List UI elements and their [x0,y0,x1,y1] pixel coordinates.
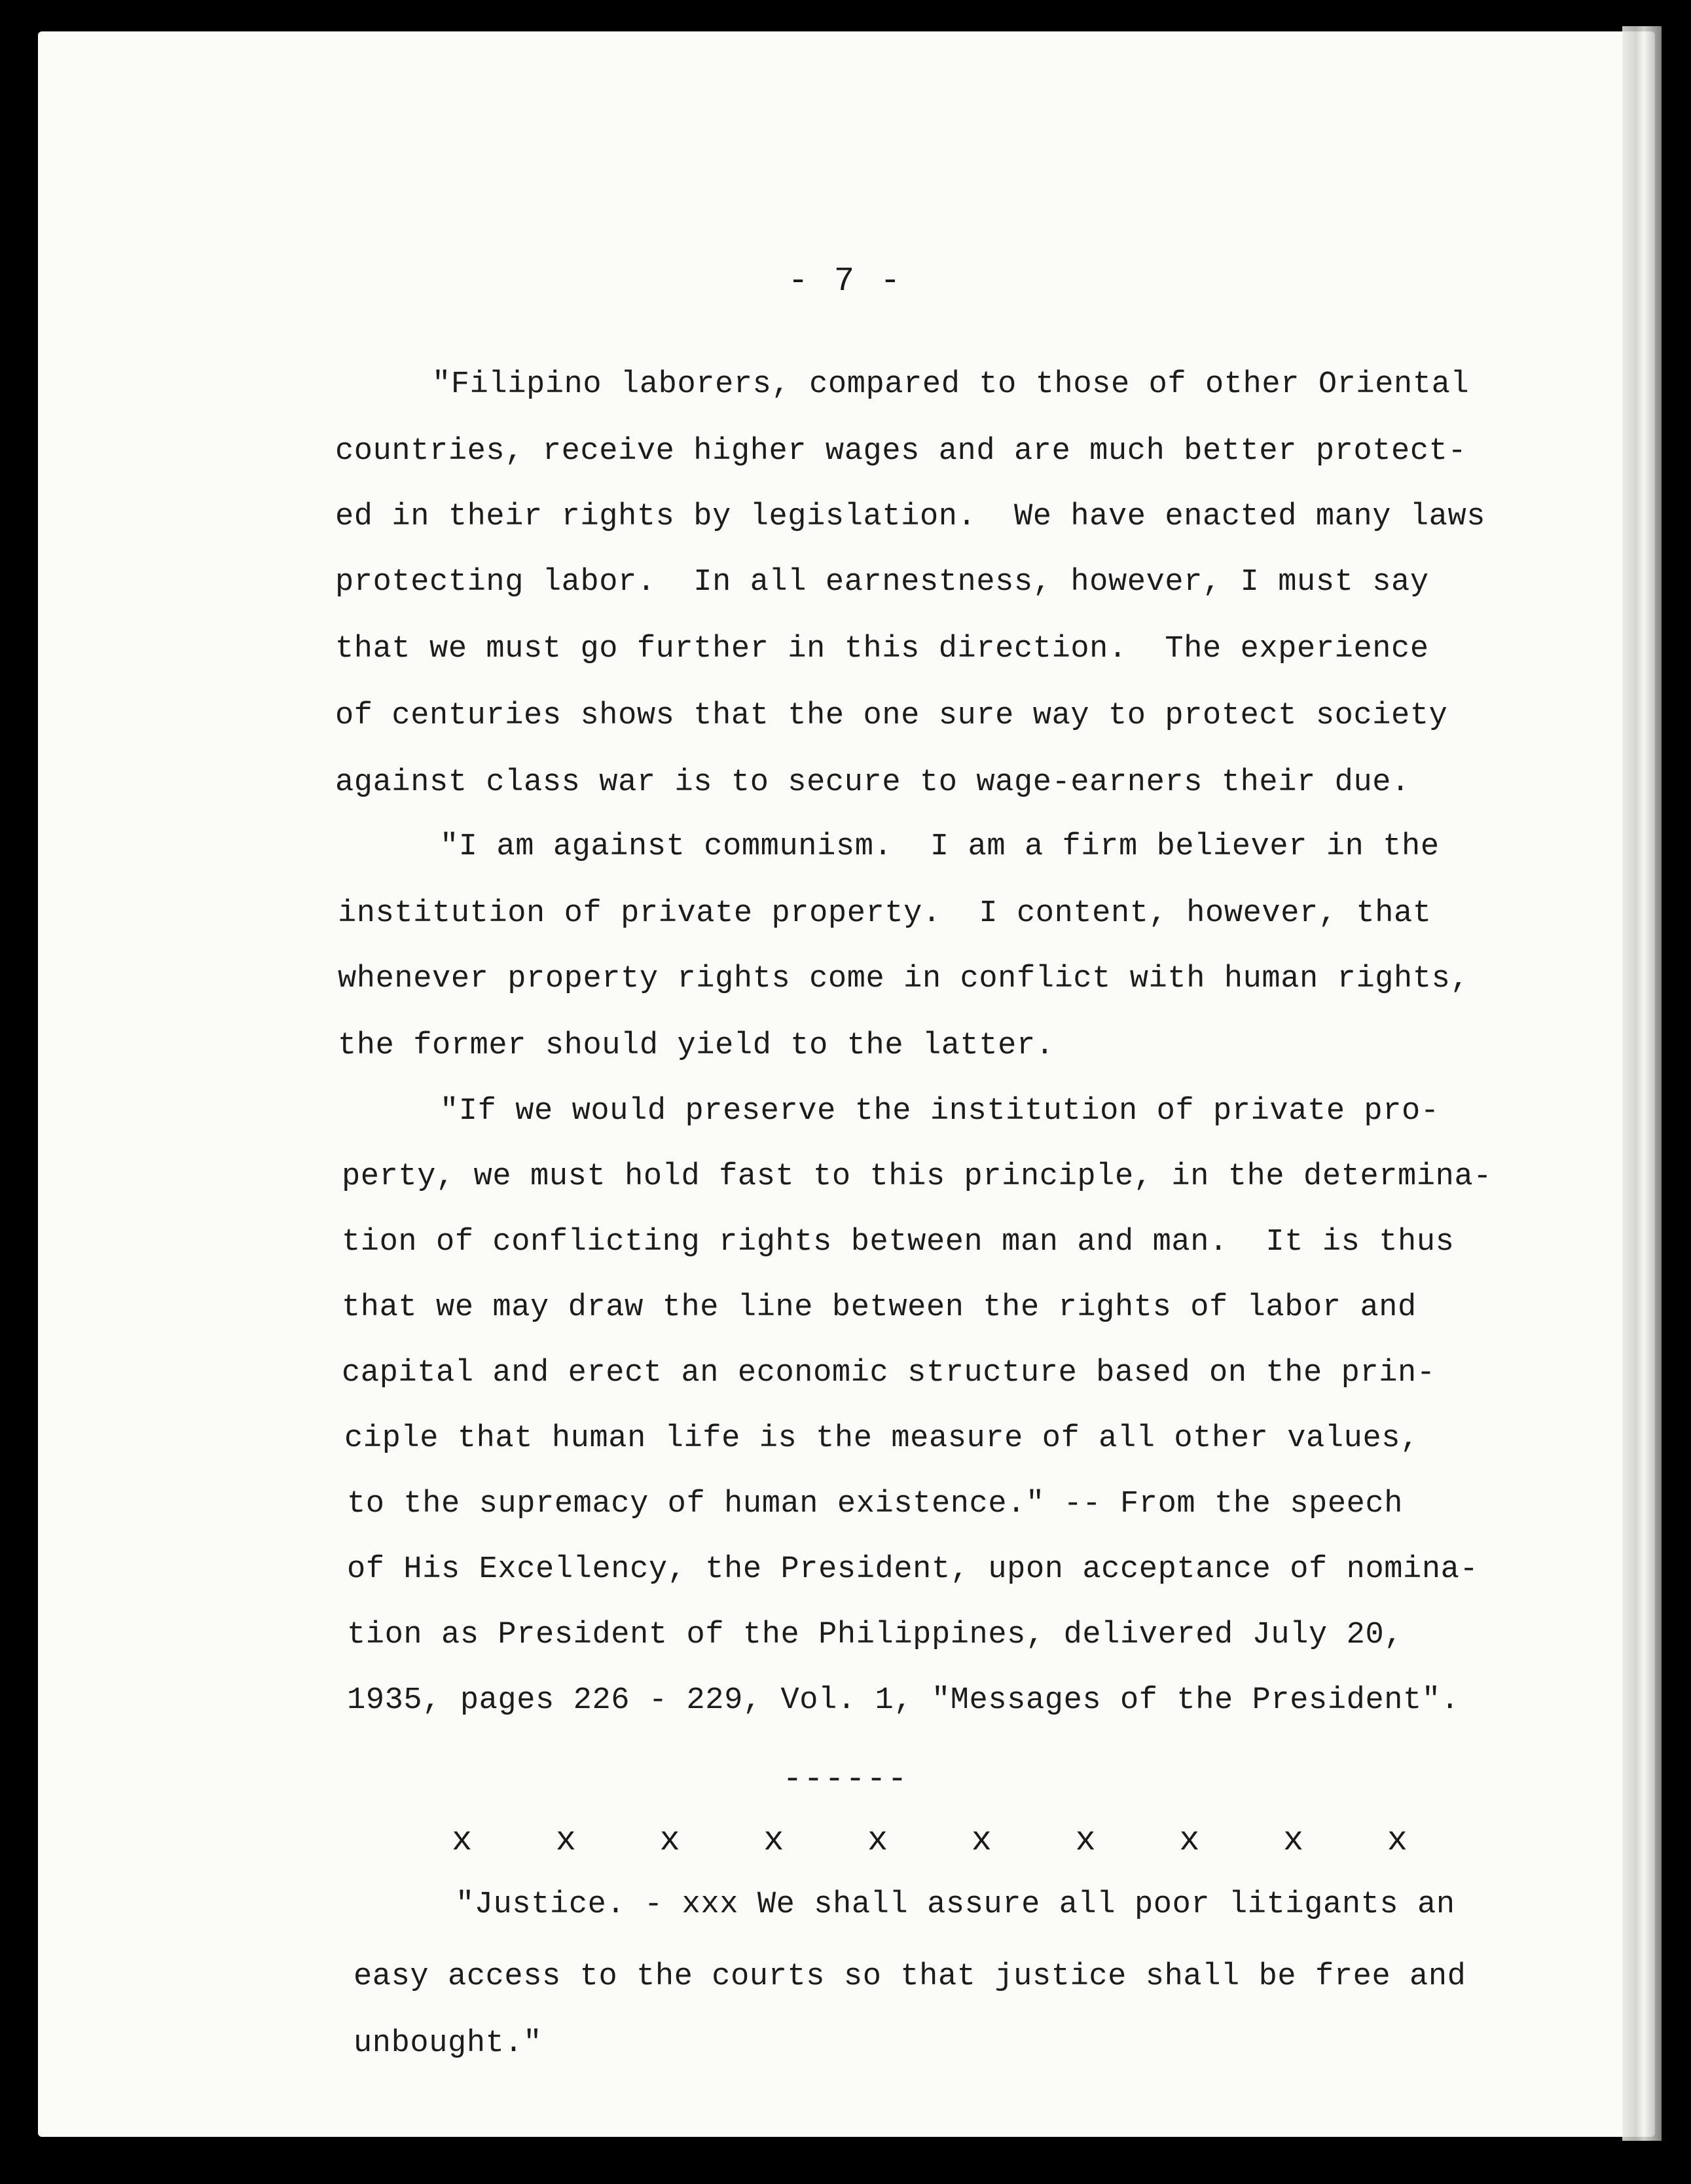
x-mark: x [867,1821,888,1860]
text-line: easy access to the courts so that justice shall be free and [354,1959,1466,1994]
text-line: unbought." [354,2026,543,2061]
text-line: that we must go further in this direction. The experience [335,632,1429,666]
text-line: "Justice. - xxx We shall assure all poor litigants an [456,1887,1455,1922]
x-mark: x [1387,1821,1408,1860]
x-mark: x [452,1821,473,1860]
text-line: against class war is to secure to wage-earners their due. [335,765,1410,800]
text-line: that we may draw the line between the rights of labor and [342,1290,1417,1325]
text-line: 1935, pages 226 - 229, Vol. 1, "Messages of the President". [347,1683,1460,1718]
x-mark: x [1179,1821,1200,1860]
x-mark: x [1075,1821,1096,1860]
text-line: "If we would preserve the institution of private pro- [440,1094,1440,1129]
page-edge [1622,26,1662,2141]
text-line: ed in their rights by legislation. We have enacted many laws [335,500,1486,534]
text-line: protecting labor. In all earnestness, however, I must say [335,565,1429,600]
text-line: of His Excellency, the President, upon acceptance of nomina- [347,1552,1479,1587]
text-line: institution of private property. I content, however, that [338,896,1432,931]
text-line: perty, we must hold fast to this principle, in the determina- [342,1159,1493,1194]
text-line: tion as President of the Philippines, delivered July 20, [347,1618,1404,1652]
text-line: whenever property rights come in conflict with human rights, [338,962,1470,996]
text-line: "I am against communism. I am a firm believer in the [440,829,1440,864]
page-number: - 7 - [788,262,903,300]
x-mark: x [971,1821,992,1860]
text-line: ciple that human life is the measure of all other values, [344,1421,1419,1456]
text-line: the former should yield to the latter. [338,1028,1055,1063]
x-mark: x [555,1821,576,1860]
text-line: to the supremacy of human existence." -- From the speech [347,1487,1404,1521]
text-line: tion of conflicting rights between man and man. It is thus [342,1225,1455,1260]
text-line: capital and erect an economic structure based on the prin- [342,1356,1436,1391]
separator-dashes: ------ [782,1761,909,1798]
text-line: "Filipino laborers, compared to those of other Oriental [432,367,1470,402]
x-mark: x [1283,1821,1304,1860]
ellipsis-x-row [452,1821,1408,1860]
text-line: of centuries shows that the one sure way to protect society [335,699,1448,733]
x-mark: x [763,1821,784,1860]
x-mark: x [659,1821,680,1860]
text-line: countries, receive higher wages and are much better protect- [335,434,1467,469]
